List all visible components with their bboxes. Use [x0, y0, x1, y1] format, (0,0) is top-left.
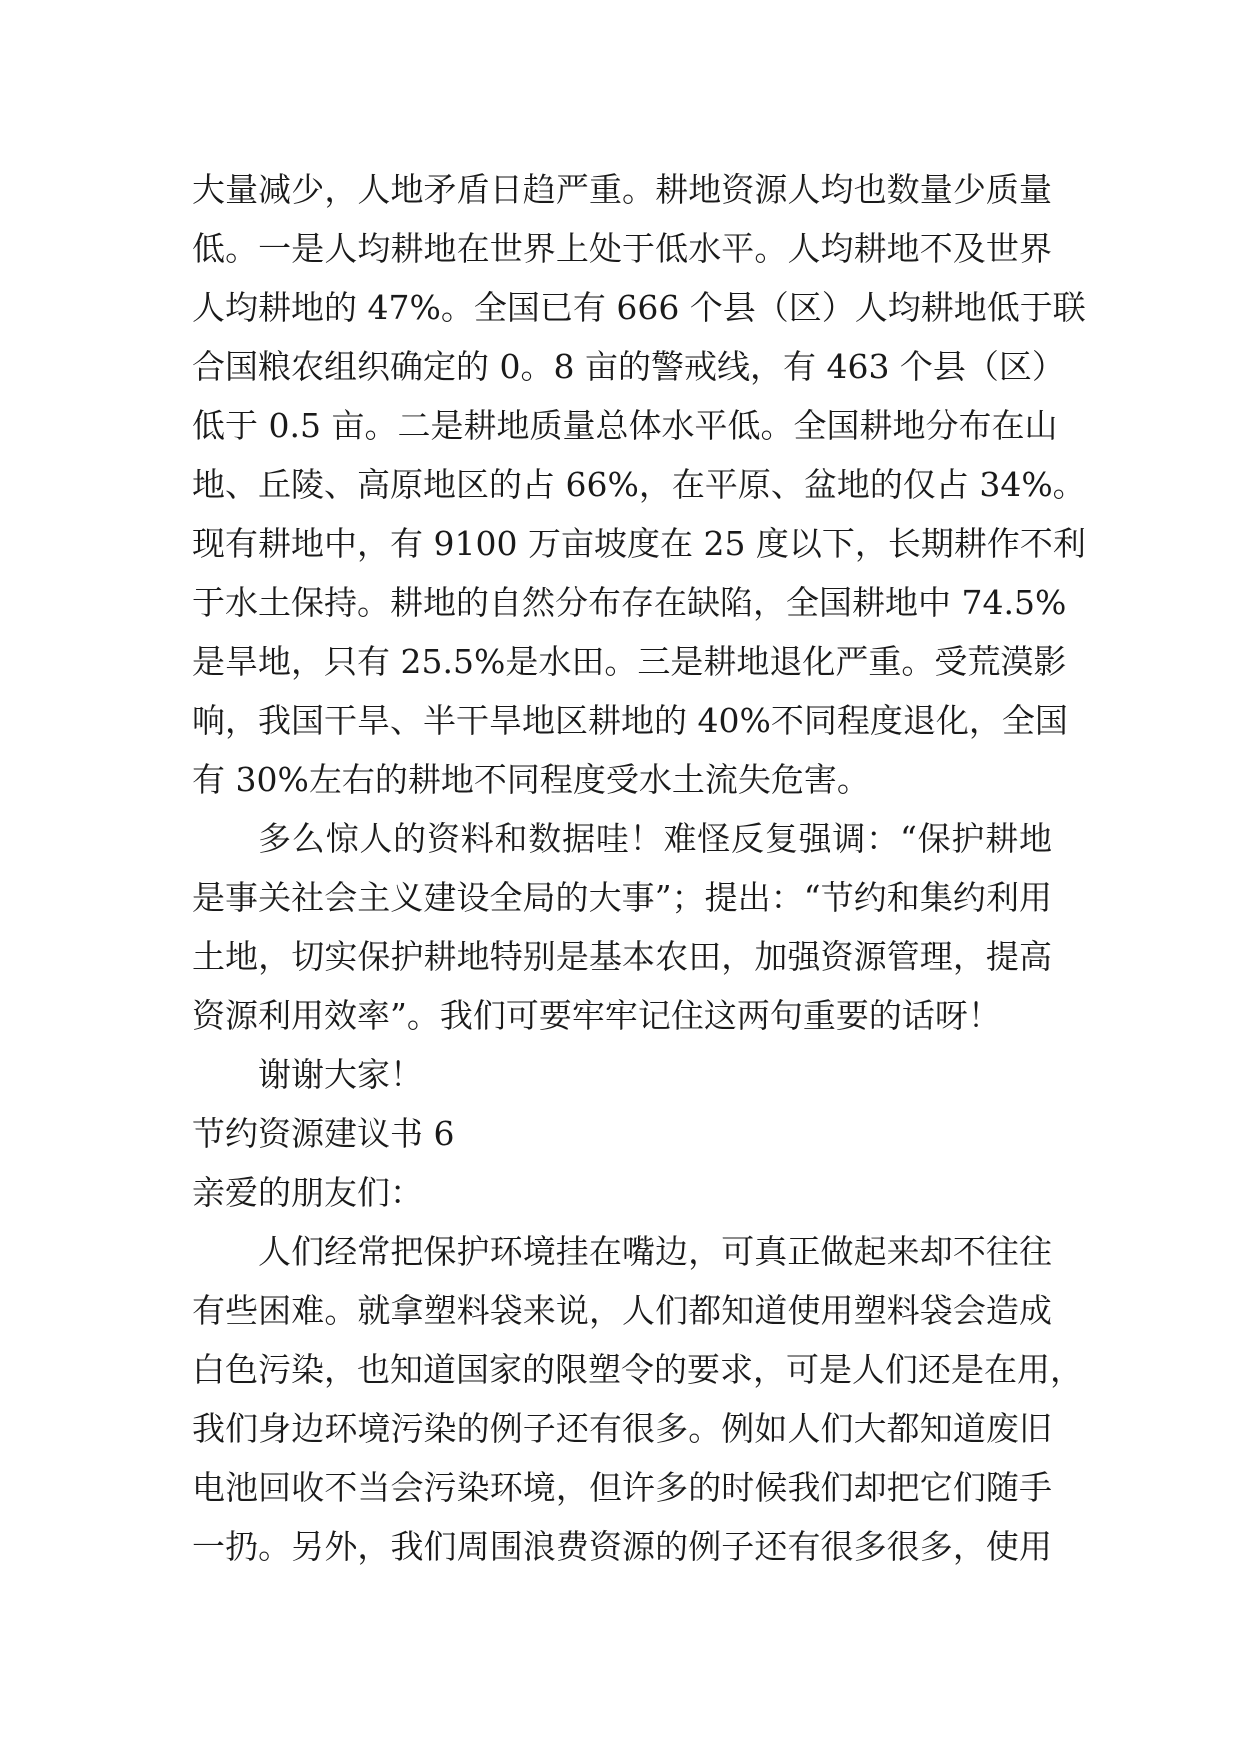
text-line: 有 30%左右的耕地不同程度受水土流失危害。: [192, 760, 870, 799]
text-line: 谢谢大家！: [258, 1055, 423, 1094]
text-line: 土地，切实保护耕地特别是基本农田，加强资源管理，提高: [192, 937, 1052, 976]
text-line: 地、丘陵、高原地区的占 66%，在平原、盆地的仅占 34%。: [192, 465, 1086, 504]
text-line: 节约资源建议书 6: [192, 1114, 455, 1153]
text-line: 低于 0.5 亩。二是耕地质量总体水平低。全国耕地分布在山: [192, 406, 1058, 445]
text-line: 是旱地，只有 25.5%是水田。三是耕地退化严重。受荒漠影: [192, 642, 1067, 681]
text-line: 人均耕地的 47%。全国已有 666 个县（区）人均耕地低于联: [192, 288, 1086, 327]
text-line: 有些困难。就拿塑料袋来说，人们都知道使用塑料袋会造成: [192, 1291, 1052, 1330]
text-line: 是事关社会主义建设全局的大事”；提出：“节约和集约利用: [192, 878, 1052, 917]
document-body: [192, 160, 1086, 1576]
text-line: 现有耕地中，有 9100 万亩坡度在 25 度以下，长期耕作不利: [192, 524, 1086, 563]
text-line: 响，我国干旱、半干旱地区耕地的 40%不同程度退化，全国: [192, 701, 1068, 740]
text-line: 资源利用效率”。我们可要牢牢记住这两句重要的话呀！: [192, 996, 1001, 1035]
text-line: 人们经常把保护环境挂在嘴边，可真正做起来却不往往: [258, 1232, 1052, 1271]
text-line: 大量减少，人地矛盾日趋严重。耕地资源人均也数量少质量: [192, 170, 1052, 209]
text-line: 一扔。另外，我们周围浪费资源的例子还有很多很多，使用: [192, 1527, 1052, 1566]
text-line: 白色污染，也知道国家的限塑令的要求，可是人们还是在用，: [192, 1350, 1083, 1389]
text-line: 低。一是人均耕地在世界上处于低水平。人均耕地不及世界: [192, 229, 1052, 268]
text-line: 多么惊人的资料和数据哇！难怪反复强调：“保护耕地: [258, 819, 1052, 858]
text-line: 亲爱的朋友们：: [192, 1173, 423, 1212]
text-line: 电池回收不当会污染环境，但许多的时候我们却把它们随手: [192, 1468, 1052, 1507]
text-line: 合国粮农组织确定的 0。8 亩的警戒线，有 463 个县（区）: [192, 347, 1065, 386]
text-line: 于水土保持。耕地的自然分布存在缺陷，全国耕地中 74.5%: [192, 583, 1067, 622]
text-line: 我们身边环境污染的例子还有很多。例如人们大都知道废旧: [192, 1409, 1052, 1448]
